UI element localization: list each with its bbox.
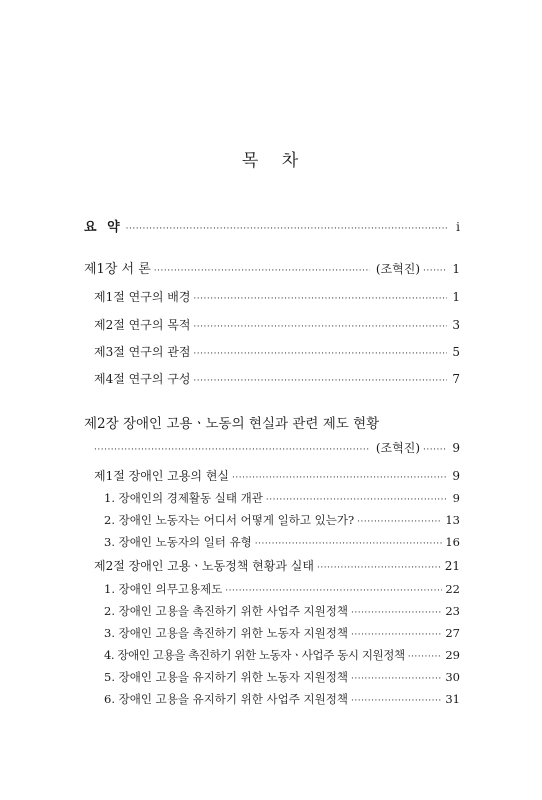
toc-entry-label: 4. 장애인 고용을 촉진하기 위한 노동자ㆍ사업주 동시 지원정책 [104,648,405,662]
toc-page-number: 5 [452,345,460,359]
toc-page-number: 16 [445,535,460,549]
toc-entry-label: 2. 장애인 노동자는 어디서 어떻게 일하고 있는가? [104,513,355,527]
toc-entry-label: 2. 장애인 고용을 촉진하기 위한 사업주 지원정책 [104,604,348,618]
toc-page-number: 3 [452,318,460,332]
toc-page-number: 9 [452,491,460,505]
toc-page-number: 30 [445,670,460,684]
toc-entry-label: 6. 장애인 고용을 유지하기 위한 사업주 지원정책 [104,692,348,706]
toc-page-number: 7 [452,372,460,386]
dot-leader [193,346,447,362]
toc-entry-subsection[interactable] [104,534,460,552]
dot-leader [94,442,370,458]
toc-page-number: 1 [452,290,460,304]
toc-author: (조혁진) [375,441,420,455]
dot-leader [225,583,442,599]
toc-page-number: 9 [452,441,460,455]
toc-entry-subsection[interactable] [104,625,460,643]
toc-page-number: 23 [445,604,460,618]
dot-leader [357,514,442,530]
toc-page-number: 27 [445,626,460,640]
toc-page-number: 1 [452,262,460,276]
toc-entry-section[interactable] [94,289,460,307]
toc-entry-label: 3. 장애인 고용을 촉진하기 위한 노동자 지원정책 [104,626,348,640]
toc-entry-section[interactable] [94,371,460,389]
toc-entry-subsection[interactable] [104,603,460,621]
dot-leader [193,373,447,389]
dot-leader [423,263,447,279]
toc-page-number: 31 [445,692,460,706]
toc-entry-subsection[interactable] [104,669,460,687]
toc-entry-label: 제4절 연구의 구성 [94,372,191,386]
toc-entry-label: 제1장 서 론 [84,262,151,277]
toc-entry-section[interactable] [94,344,460,362]
dot-leader [423,442,447,458]
toc-entry-summary[interactable] [84,219,460,237]
toc-page-number: 21 [444,559,460,573]
dot-leader [154,263,370,279]
toc-entry-subsection[interactable] [104,647,460,665]
toc-title: 목 차 [241,151,301,171]
toc-entry-label: 1. 장애인 의무고용제도 [104,582,223,596]
dot-leader [232,470,447,486]
toc-entry-label: 제1절 연구의 배경 [94,290,191,304]
dot-leader [351,693,442,709]
toc-entry-label: 1. 장애인의 경제활동 실태 개관 [104,491,263,505]
toc-page-number: 13 [445,513,460,527]
dot-leader [351,627,442,643]
toc-entry-label: 요 약 [84,220,123,235]
toc-entry-label: 제2절 장애인 고용ㆍ노동정책 현황과 실태 [94,559,314,573]
dot-leader [351,671,442,687]
toc-page-number: 29 [445,648,460,662]
toc-entry-subsection[interactable] [104,490,460,508]
toc-entry-label: 제3절 연구의 관점 [94,345,191,359]
toc-page-number: 9 [452,469,460,483]
toc-entry-subsection[interactable] [104,691,460,709]
dot-leader [126,221,447,237]
toc-author: (조혁진) [375,262,420,276]
toc-entry-section[interactable] [94,468,460,486]
toc-entry-section[interactable] [94,558,460,576]
toc-entry-label: 3. 장애인 노동자의 일터 유형 [104,535,252,549]
toc-entry-subsection[interactable] [104,581,460,599]
toc-entry-subsection[interactable] [104,512,460,530]
dot-leader [317,560,442,576]
dot-leader [193,319,447,335]
dot-leader [351,605,442,621]
dot-leader [255,536,443,552]
toc-entry-label: 제1절 장애인 고용의 현실 [94,469,229,483]
toc-page-number: 22 [445,582,460,596]
toc-entry-label: 5. 장애인 고용을 유지하기 위한 노동자 지원정책 [104,670,348,684]
toc-entry-section[interactable] [94,317,460,335]
toc-entry-chapter-2-title[interactable]: 제2장 장애인 고용ㆍ노동의 현실과 관련 제도 현황 [84,416,380,432]
toc-entry-chapter-2-page-line[interactable] [94,440,460,458]
toc-entry-chapter-1[interactable] [84,261,460,279]
toc-entry-label: 제2절 연구의 목적 [94,318,191,332]
toc-page-number: i [456,220,460,234]
dot-leader [193,291,447,307]
dot-leader [266,492,447,508]
dot-leader [408,649,443,665]
